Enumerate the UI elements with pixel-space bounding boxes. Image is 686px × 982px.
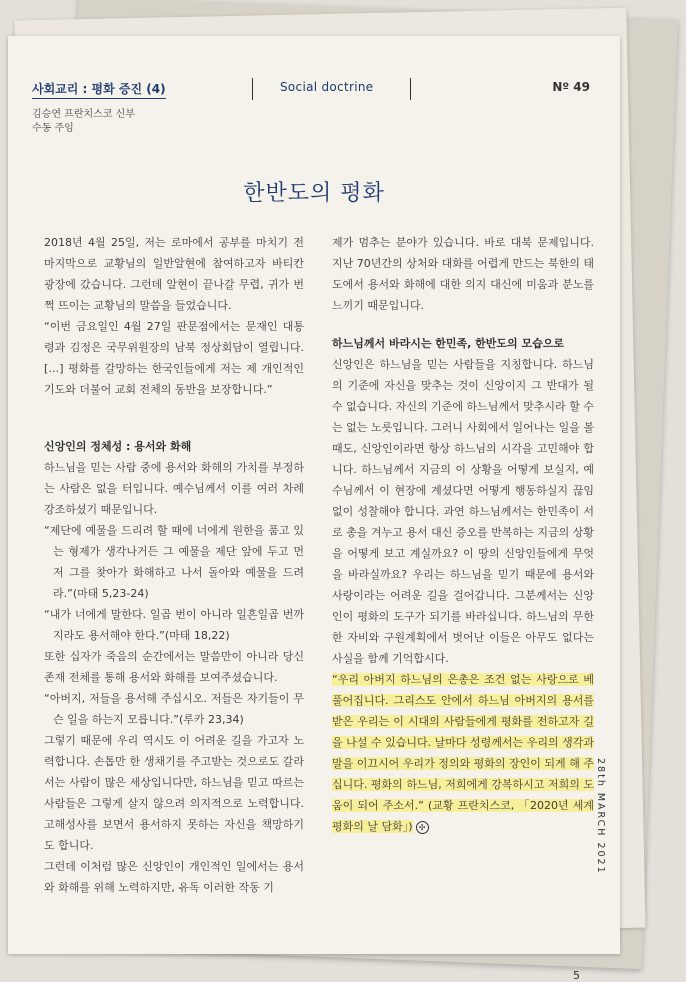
author-role: 수동 주임 bbox=[32, 123, 74, 134]
page-header bbox=[32, 80, 596, 102]
right-column bbox=[332, 232, 594, 837]
scripture-quote: “내가 너에게 말한다. 일곱 번이 아니라 일흔일곱 번까지라도 용서해야 한다.”(마태 18,22) bbox=[44, 608, 304, 642]
author-block bbox=[32, 108, 135, 136]
body-paragraph: 제가 멈추는 분야가 있습니다. 바로 대북 문제입니다. 지난 70년간의 상처와 대화를 어렵게 만드는 북한의 태도에서 용서와 화해에 대한 의지 대신에 미움과 분노를 느끼기 때문입니다. bbox=[332, 236, 594, 312]
body-paragraph: 2018년 4월 25일, 저는 로마에서 공부를 마치기 전 마지막으로 교황님의 일반알현에 참여하고자 바티칸 광장에 갔습니다. 그런데 알현이 끝나갈 무렵, 귀가 번쩍 뜨이는 교황님의 말씀을 들었습니다. bbox=[44, 236, 304, 312]
left-column bbox=[44, 232, 304, 898]
section-label: Social doctrine bbox=[280, 80, 374, 94]
highlight-text: “우리 아버지 하느님의 은총은 조건 없는 사랑으로 베풀어집니다. 그리스도 안에서 하느님 아버지의 용서를 받은 우리는 이 시대의 사람들에게 평화를 전하고자 길을 나설 수 있습니다. 날마다 성령께서는 우리의 생각과 말을 이끄시어 우리가 정의와 평화의 장인이 되게 해 주십니다. 평화의 하느님, 저희에게 강복하시고 저희의 도움이 되어 주소서.” (교황 프란치스코, 「2020년 세계 평화의 날 담화」) bbox=[332, 673, 594, 833]
highlighted-quote bbox=[332, 669, 594, 837]
body-paragraph: 그렇기 때문에 우리 역시도 이 어려운 길을 가고자 노력합니다. 손톱만 한 생채기를 주고받는 것으로도 갈라서는 사람이 많은 세상입니다만, 하느님을 믿고 따르는 사람들은 그렇게 살지 않으려 의지적으로 노력합니다. 고해성사를 보면서 용서하지 못하는 자신을 책망하기도 합니다. bbox=[44, 734, 304, 852]
issue-date: 28th MARCH 2021 bbox=[595, 758, 606, 875]
scripture-quote: “아버지, 저들을 용서해 주십시오. 저들은 자기들이 무슨 일을 하는지 모릅니다.”(루카 23,34) bbox=[44, 692, 304, 726]
paragraph-gap bbox=[44, 400, 304, 419]
page-number: 5 bbox=[573, 969, 580, 982]
body-paragraph: 그런데 이처럼 많은 신앙인이 개인적인 일에서는 용서와 화해를 위해 노력하지만, 유독 이러한 작동 기 bbox=[44, 860, 304, 894]
header-divider-left bbox=[252, 78, 253, 100]
body-paragraph: 하느님을 믿는 사람 중에 용서와 화해의 가치를 부정하는 사람은 없을 터입니다. 예수님께서 이를 여러 차례 강조하셨기 때문입니다. bbox=[44, 461, 304, 516]
scripture-quote: “제단에 예물을 드리려 할 때에 너에게 원한을 품고 있는 형제가 생각나거든 그 예물을 제단 앞에 두고 먼저 그를 찾아가 화해하고 나서 돌아와 예물을 드려라.”(마태 5,23-24) bbox=[44, 524, 304, 600]
body-paragraph: 신앙인은 하느님을 믿는 사람들을 지칭합니다. 하느님의 기준에 자신을 맞추는 것이 신앙이지 그 반대가 될 수 없습니다. 자신의 기준에 하느님께서 맞추시라 할 수는 없는 노릇입니다. 그러니 사회에서 일어나는 일을 볼 때도, 신앙인이라면 항상 하느님의 시각을 고민해야 합니다. 하느님께서 지금의 이 상황을 어떻게 보실지, 예수님께서 이 현장에 계셨다면 어떻게 행동하실지 끊임없이 성찰해야 합니다. 과연 하느님께서는 한민족이 서로 총을 겨누고 용서 대신 증오를 반복하는 지금의 상황을 어떻게 보고 계실까요? 이 땅의 신앙인들에게 무엇을 바라실까요? 우리는 하느님을 믿기 때문에 용서와 사랑이라는 어려운 길을 걸어갑니다. 그분께서는 신앙인이 평화의 도구가 되기를 바라십니다. 하느님의 무한한 자비와 구원계획에서 벗어난 이들은 아무도 없다는 사실을 함께 기억합시다. bbox=[332, 358, 594, 665]
category-label: 사회교리 : 평화 증진 (4) bbox=[32, 80, 166, 99]
header-divider-right bbox=[410, 78, 411, 100]
document-page bbox=[8, 36, 620, 982]
section-heading: 신앙인의 정체성 : 용서와 화해 bbox=[44, 440, 192, 453]
body-paragraph: 또한 십자가 죽음의 순간에서는 말씀만이 아니라 당신 존재 전체를 통해 용서와 화해를 보여주셨습니다. bbox=[44, 650, 304, 684]
dove-circle-icon: ✣ bbox=[416, 821, 429, 834]
article-title: 한반도의 평화 bbox=[243, 181, 385, 206]
issue-number: Nº 49 bbox=[552, 80, 590, 94]
section-heading: 하느님께서 바라시는 한민족, 한반도의 모습으로 bbox=[332, 337, 565, 350]
author-name: 김승연 프란치스코 신부 bbox=[32, 109, 135, 120]
body-paragraph: “이번 금요일인 4월 27일 판문점에서는 문재인 대통령과 김정은 국무위원장의 남북 정상회담이 열립니다. […] 평화를 갈망하는 한국인들에게 저는 제 개인적인 기도와 더불어 교회 전체의 동반을 보장합니다.” bbox=[44, 320, 304, 396]
